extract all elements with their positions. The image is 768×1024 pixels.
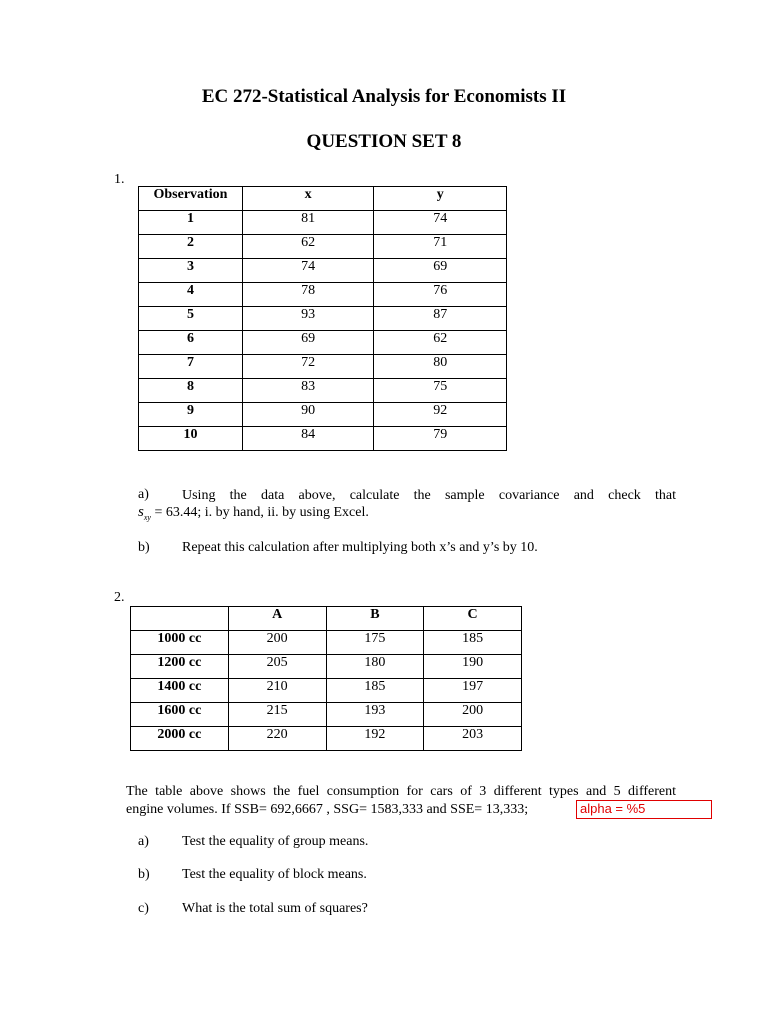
- q2-cell: 200: [424, 703, 522, 727]
- q2-cell: 192: [326, 727, 424, 751]
- q2-cell: 215: [228, 703, 326, 727]
- q2-a-text: Test the equality of group means.: [182, 834, 369, 849]
- q2-row-label: 1400 cc: [131, 679, 229, 703]
- q1-cell: 76: [374, 283, 507, 307]
- question-1-number: 1.: [114, 172, 125, 187]
- q2-c-label: c): [138, 901, 149, 916]
- table-row: [131, 655, 522, 679]
- table-row: [139, 283, 507, 307]
- q1-row-label: 1: [139, 211, 243, 235]
- q2-cell: 197: [424, 679, 522, 703]
- q1-data-table: [138, 186, 507, 451]
- q1-cell: 74: [374, 211, 507, 235]
- q2-header-cell: C: [424, 607, 522, 631]
- q2-header-cell: [131, 607, 229, 631]
- q1-cell: 84: [242, 427, 374, 451]
- q2-c-text: What is the total sum of squares?: [182, 901, 368, 916]
- q2-a-label: a): [138, 834, 149, 849]
- q1-a-label: a): [138, 487, 149, 502]
- q2-cell: 203: [424, 727, 522, 751]
- q2-cell: 205: [228, 655, 326, 679]
- q2-row-label: 1000 cc: [131, 631, 229, 655]
- q2-cell: 200: [228, 631, 326, 655]
- q1-row-label: 10: [139, 427, 243, 451]
- q2-cell: 175: [326, 631, 424, 655]
- q1-header-cell: x: [242, 187, 374, 211]
- table-row: [139, 403, 507, 427]
- q2-b-label: b): [138, 867, 150, 882]
- q1-cell: 79: [374, 427, 507, 451]
- q2-cell: 190: [424, 655, 522, 679]
- q1-header-row: [139, 187, 507, 211]
- q2-header-cell: B: [326, 607, 424, 631]
- q1-row-label: 9: [139, 403, 243, 427]
- q1-row-label: 8: [139, 379, 243, 403]
- q1-a-text-line2: $s_{xy} = 63.44$; i. by hand, ii. by using Excel.: [138, 504, 369, 522]
- sxy-symbol: $s_{xy}$: [138, 504, 151, 522]
- question-2-number: 2.: [114, 590, 125, 605]
- q1-cell: 75: [374, 379, 507, 403]
- q2-intro-line2: engine volumes. If SSB= 692,6667 , SSG= 1583,333 and SSE= 13,333;: [126, 802, 529, 817]
- q2-intro-line1: The table above shows the fuel consumption for cars of 3 different types and 5 different: [126, 784, 676, 799]
- table-row: [131, 727, 522, 751]
- q2-cell: 193: [326, 703, 424, 727]
- q1-row-label: 4: [139, 283, 243, 307]
- q2-cell: 220: [228, 727, 326, 751]
- q1-cell: 72: [242, 355, 374, 379]
- q1-cell: 62: [242, 235, 374, 259]
- table-row: [139, 379, 507, 403]
- q1-cell: 90: [242, 403, 374, 427]
- q1-cell: 71: [374, 235, 507, 259]
- q1-cell: 93: [242, 307, 374, 331]
- table-row: [131, 631, 522, 655]
- q1-cell: 81: [242, 211, 374, 235]
- q1-row-label: 6: [139, 331, 243, 355]
- q1-cell: 80: [374, 355, 507, 379]
- q1-cell: 92: [374, 403, 507, 427]
- table-row: [139, 235, 507, 259]
- q2-row-label: 1600 cc: [131, 703, 229, 727]
- q2-cell: 210: [228, 679, 326, 703]
- q1-cell: 87: [374, 307, 507, 331]
- q2-row-label: 1200 cc: [131, 655, 229, 679]
- q1-b-label: b): [138, 540, 150, 555]
- q1-cell: 83: [242, 379, 374, 403]
- q1-cell: 62: [374, 331, 507, 355]
- q1-cell: 74: [242, 259, 374, 283]
- q1-cell: 78: [242, 283, 374, 307]
- alpha-annotation: alpha = %5: [576, 800, 712, 819]
- table-row: [139, 355, 507, 379]
- q1-row-label: 5: [139, 307, 243, 331]
- q1-header-cell: Observation: [139, 187, 243, 211]
- q2-fuel-table: [130, 606, 522, 751]
- q2-b-text: Test the equality of block means.: [182, 867, 367, 882]
- table-row: [131, 679, 522, 703]
- q1-cell: 69: [242, 331, 374, 355]
- q2-header-cell: A: [228, 607, 326, 631]
- q2-cell: 185: [424, 631, 522, 655]
- q2-cell: 180: [326, 655, 424, 679]
- q1-header-cell: y: [374, 187, 507, 211]
- table-row: [139, 211, 507, 235]
- table-row: [139, 331, 507, 355]
- q1-row-label: 3: [139, 259, 243, 283]
- q1-row-label: 2: [139, 235, 243, 259]
- q1-a-text-line1: Using the data above, calculate the sample covariance and check that: [182, 488, 676, 503]
- q1-row-label: 7: [139, 355, 243, 379]
- q1-cell: 69: [374, 259, 507, 283]
- table-row: [131, 703, 522, 727]
- course-title: EC 272-Statistical Analysis for Economists II: [201, 86, 567, 107]
- table-row: [139, 427, 507, 451]
- q2-cell: 185: [326, 679, 424, 703]
- question-set-title: QUESTION SET 8: [306, 131, 462, 152]
- table-row: [139, 307, 507, 331]
- q1-b-text: Repeat this calculation after multiplying both x’s and y’s by 10.: [182, 540, 538, 555]
- q2-header-row: [131, 607, 522, 631]
- q2-row-label: 2000 cc: [131, 727, 229, 751]
- table-row: [139, 259, 507, 283]
